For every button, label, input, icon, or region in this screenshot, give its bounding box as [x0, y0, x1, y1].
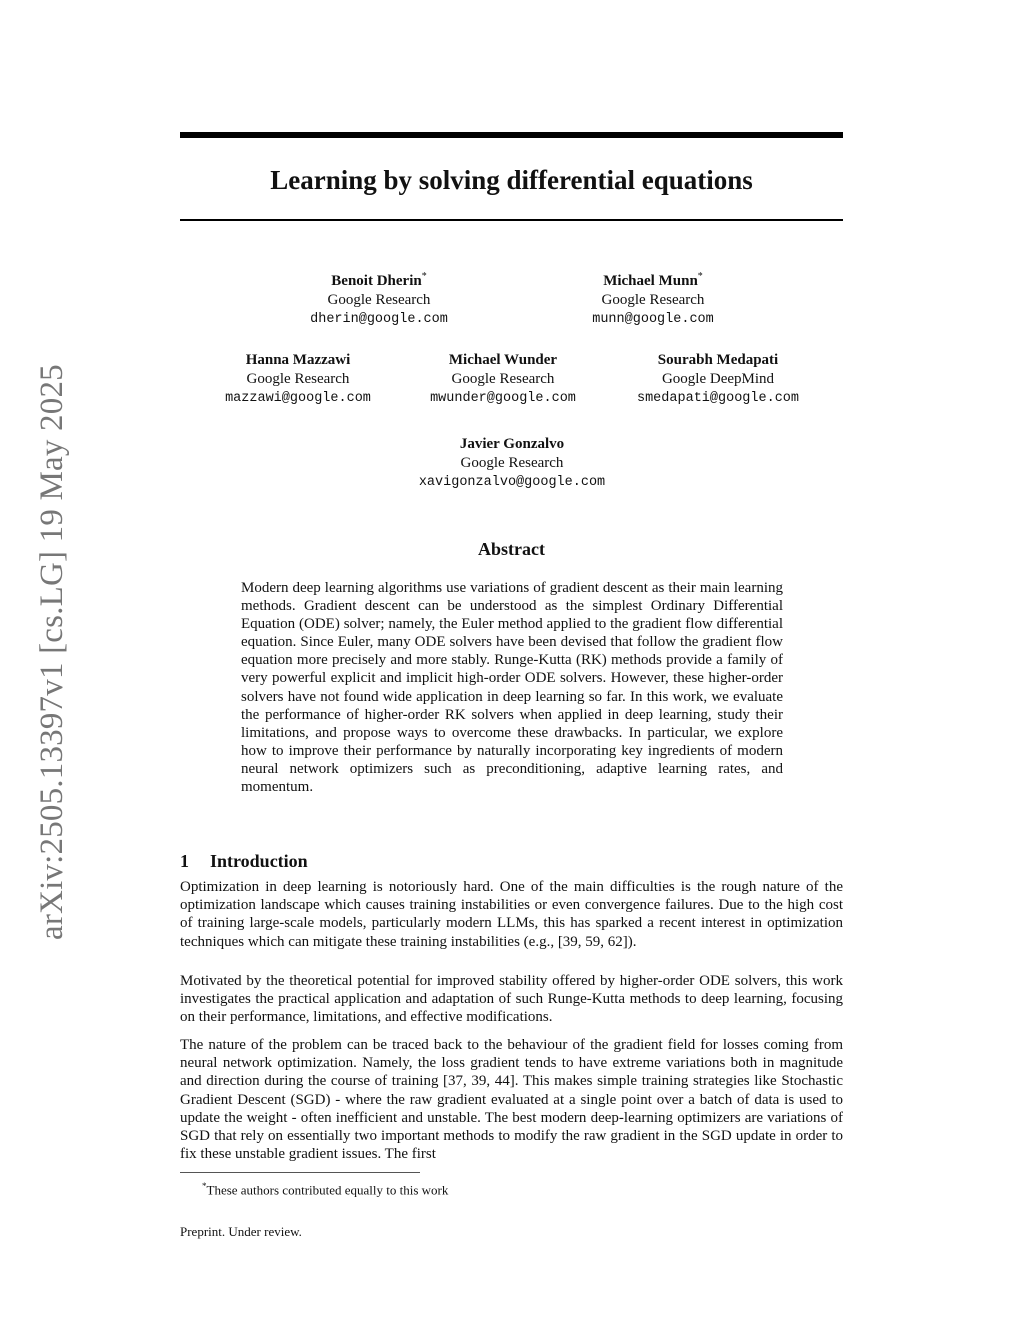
- footnote-rule: [180, 1172, 420, 1173]
- paper-title: Learning by solving differential equations: [270, 165, 753, 195]
- author-block: [259, 267, 499, 329]
- abstract-heading: Abstract: [478, 539, 545, 559]
- equal-contribution-mark: *: [697, 271, 703, 282]
- author-block: [178, 351, 418, 408]
- abstract-text: Modern deep learning algorithms use variations of gradient descent as their main learning methods. Gradient descent can be understood as the simplest Ordinary Differential Equation (ODE) solver; namely, the Euler method applied to the gradient flow differential equation. Since Euler, many ODE solvers have been devised that follow the gradient flow equation more precisely and more stably. Runge-Kutta (RK) methods provide a family of very powerful explicit and implicit high-order ODE solvers. However, these higher-order solvers have not found wide application in deep learning so far. In this work, we evaluate the performance of higher-order RK solvers when applied in deep learning, study their limitations, and propose ways to overcome these drawbacks. In particular, we explore how to improve their performance by naturally incorporating key ingredients of modern neural network optimizers such as preconditioning, adaptive learning rates, and momentum.: [241, 580, 783, 796]
- title-bottom-rule: [180, 219, 843, 221]
- footnote: [202, 1177, 448, 1199]
- author-affiliation: Google Research: [460, 455, 564, 471]
- intro-paragraph: The nature of the problem can be traced back to the behaviour of the gradient field for losses coming from neural network optimization. Namely, the loss gradient tends to have extreme variations both in magnitude and direction during the course of training [37, 39, 44]. This makes simple training strategies like Stochastic Gradient Descent (SGD) - where the raw gradient evaluated at a single point over a batch of data is used to update the weight - often inefficient and unstable. The best modern deep-learning optimizers are variations of SGD that rely on essentially two important methods to modify the raw gradient in the SGD update in order to fix these unstable gradient issues. The first: [180, 1037, 843, 1163]
- author-email: mwunder@google.com: [430, 391, 576, 406]
- author-block: [598, 351, 838, 408]
- author-name: Michael Munn*: [603, 271, 703, 289]
- author-email: dherin@google.com: [310, 312, 448, 327]
- equal-contribution-mark: *: [421, 271, 427, 282]
- author-name: Michael Wunder: [448, 352, 558, 368]
- author-block: [392, 435, 632, 492]
- footnote-text: These authors contributed equally to this work: [206, 1182, 449, 1198]
- section-title: Introduction: [210, 851, 308, 871]
- author-block: [383, 351, 623, 408]
- author-name: Benoit Dherin*: [331, 271, 427, 289]
- author-name: Hanna Mazzawi: [245, 352, 351, 368]
- title-top-rule: [180, 132, 843, 138]
- preprint-note: Preprint. Under review.: [180, 1224, 302, 1239]
- author-email: xavigonzalvo@google.com: [418, 475, 606, 490]
- author-affiliation: Google Research: [327, 292, 431, 308]
- author-name: Javier Gonzalvo: [459, 436, 565, 452]
- author-affiliation: Google Research: [246, 371, 350, 387]
- section-heading: [180, 850, 843, 872]
- author-name: Sourabh Medapati: [657, 352, 779, 368]
- footnote-mark: *: [202, 1181, 207, 1191]
- intro-paragraph: Motivated by the theoretical potential for improved stability offered by higher-order ODE solvers, this work investigates the practical application and adaptation of such Runge-Kutta methods to deep learning, focusing on their performance, limitations, and effective modifications.: [180, 973, 843, 1026]
- author-affiliation: Google Research: [451, 371, 555, 387]
- author-block: [533, 267, 773, 329]
- arxiv-identifier: arXiv:2505.13397v1 [cs.LG] 19 May 2025: [34, 364, 70, 940]
- author-affiliation: Google Research: [601, 292, 705, 308]
- author-affiliation: Google DeepMind: [661, 371, 775, 387]
- author-email: smedapati@google.com: [636, 391, 800, 406]
- author-email: munn@google.com: [592, 312, 714, 327]
- intro-paragraph: Optimization in deep learning is notoriously hard. One of the main difficulties is the rough nature of the optimization landscape which causes training instabilities or even convergence failures. Due to the high cost of training large-scale models, particularly modern LLMs, this has sparked a recent interest in optimization techniques which can mitigate these training instabilities (e.g., [39, 59, 62]).: [180, 879, 843, 950]
- section-number: 1: [180, 851, 189, 871]
- author-email: mazzawi@google.com: [225, 391, 371, 406]
